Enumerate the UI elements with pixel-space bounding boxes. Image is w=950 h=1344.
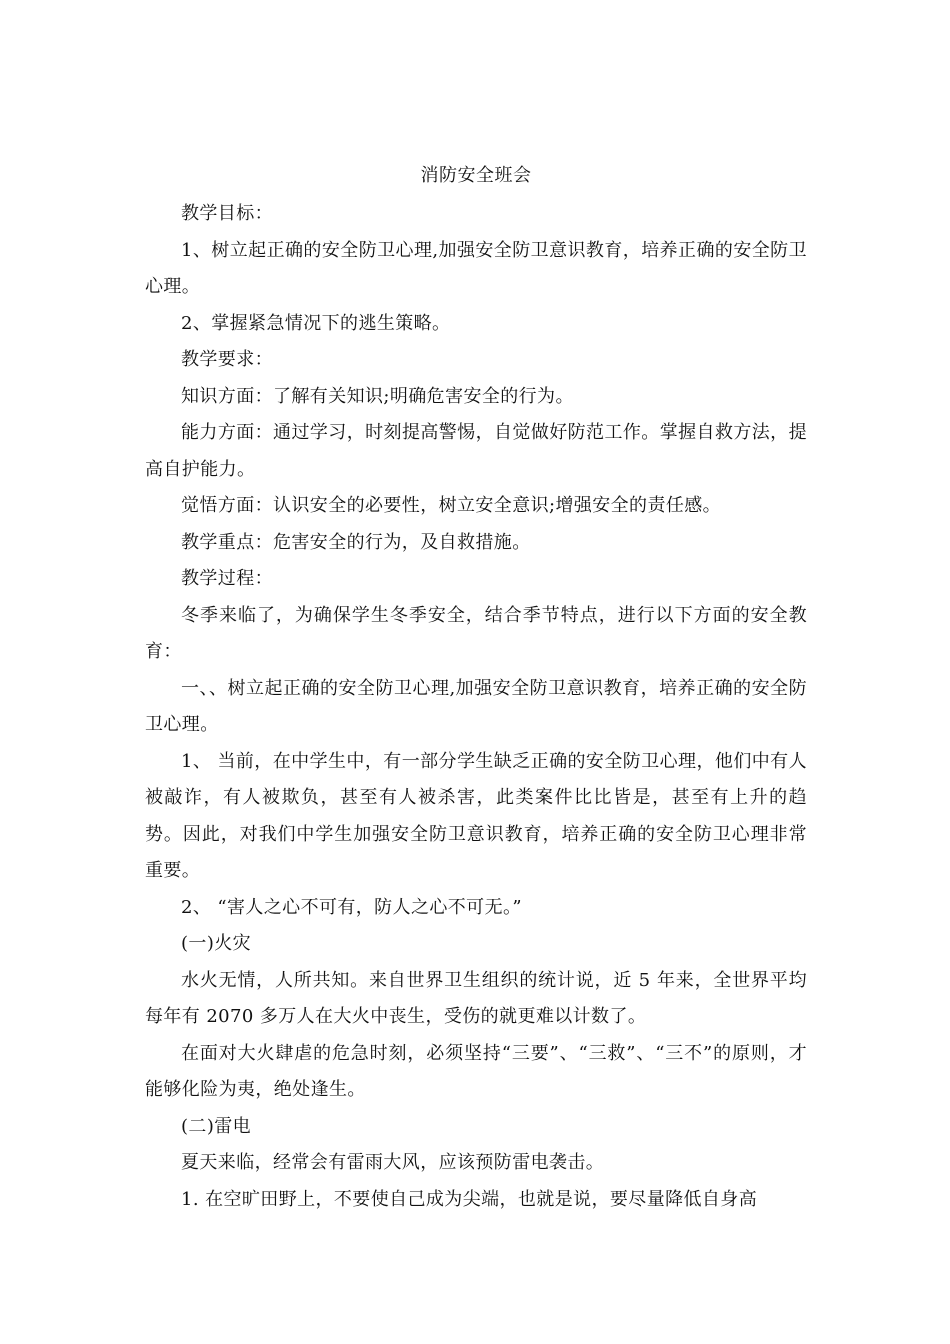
paragraph-lightning-intro: 夏天来临，经常会有雷雨大风，应该预防雷电袭击。	[181, 1152, 605, 1173]
paragraph-lightning-heading: (二)雷电	[181, 1115, 252, 1137]
paragraph-winter-intro: 冬季来临了，为确保学生冬季安全，结合季节特点，进行以下方面的安全教育：	[145, 604, 807, 662]
paragraph-fire-stats: 水火无情，人所共知。来自世界卫生组织的统计说，近 5 年来，全世界平均每年有 2070 多万人在大火中丧生，受伤的就更难以计数了。	[145, 969, 807, 1027]
paragraph-fire-principles: 在面对大火肆虐的危急时刻，必须坚持“三要”、“三救”、“三不”的原则，才能够化险为夷，绝处逢生。	[145, 1042, 807, 1100]
paragraph-key-points: 教学重点：危害安全的行为，及自救措施。	[181, 531, 531, 553]
document-body	[145, 160, 807, 1218]
paragraph-ability: 能力方面：通过学习，时刻提高警惕，自觉做好防范工作。掌握自救方法，提高自护能力。	[145, 422, 807, 480]
paragraph-goal-1: 1、树立起正确的安全防卫心理,加强安全防卫意识教育，培养正确的安全防卫心理。	[145, 239, 807, 297]
paragraph-awareness: 觉悟方面：认识安全的必要性，树立安全意识;增强安全的责任感。	[181, 495, 722, 516]
paragraph-teaching-goals-heading: 教学目标：	[181, 203, 273, 224]
paragraph-goal-2: 2、掌握紧急情况下的逃生策略。	[181, 312, 451, 334]
paragraph-section-one: 一、、树立起正确的安全防卫心理,加强安全防卫意识教育，培养正确的安全防卫心理。	[145, 677, 807, 735]
paragraph-knowledge: 知识方面：了解有关知识;明确危害安全的行为。	[181, 385, 574, 407]
paragraph-fire-heading: (一)火灾	[181, 933, 252, 954]
paragraph-item-1: 1、 当前，在中学生中，有一部分学生缺乏正确的安全防卫心理，他们中有人被敲诈，有人被欺负，甚至有人被杀害，此类案件比比皆是，甚至有上升的趋势。因此，对我们中学生加强安全防卫意识教育，培养正确的安全防卫心理非常重要。	[145, 750, 807, 881]
document-title: 消防安全班会	[420, 165, 532, 186]
paragraph-item-2: 2、 “害人之心不可有，防人之心不可无。”	[181, 896, 522, 918]
paragraph-requirements-heading: 教学要求：	[181, 349, 273, 370]
paragraph-lightning-tip-1: 1. 在空旷田野上，不要使自己成为尖端，也就是说，要尽量降低自身高	[181, 1188, 758, 1210]
paragraph-process-heading: 教学过程：	[181, 568, 273, 589]
